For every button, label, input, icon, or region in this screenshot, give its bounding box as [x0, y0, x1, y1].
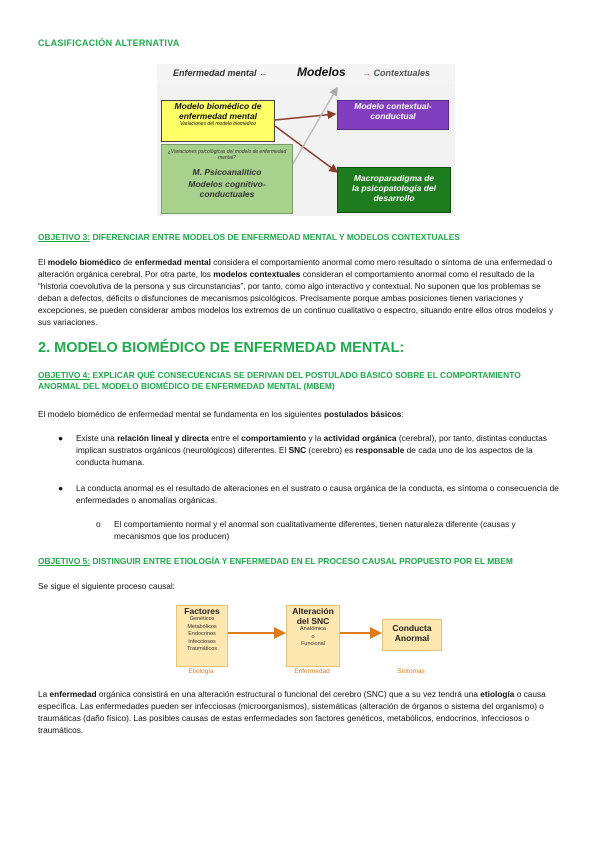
paragraph-enfermedad: La enfermedad orgánica consistirá en una alteración estructural o funcional del cerebro (SNC) que a su vez tendrá una etiología o causa específica. Las enfermedades pueden ser infecciosas (microorganismos), sistemáticas (alteración de órganos o sistema del organismo) o traumáticas (daño físico). Las posibles causas de estas enfermedades son factores genéticos, metabólicos, endocrinos, infecciosos o traumáticos. [38, 689, 546, 735]
section-2-title: 2. MODELO BIOMÉDICO DE ENFERMEDAD MENTAL: [38, 340, 405, 356]
postulates-list [54, 432, 564, 468]
objetivo-4-heading: OBJETIVO 4: EXPLICAR QUÉ CONSECUENCIAS SE DERIVAN DEL POSTULADO BÁSICO SOBRE EL COMPORTAMIENTO ANORMAL DEL MODELO BIOMÉDICO DE ENFERMEDAD MENTAL (MBEM) [38, 370, 521, 391]
list-item: o El comportamiento normal y el anormal son cualitativamente diferentes, tienen naturaleza diferente (causas y mecanismos que los producen) [96, 519, 516, 541]
contextual-model-box: Modelo contextual- conductual [337, 100, 449, 130]
enfermedad-label: Enfermedad [294, 668, 330, 675]
list-item: ● La conducta anormal es el resultado de alteraciones en el sustrato o causa orgánica de la conducta, es síntoma o consecuencia de enfermedades o anomalías orgánicas. [58, 483, 559, 505]
postulates-list-2 [54, 482, 564, 506]
conducta-box: Conducta Anormal [382, 619, 442, 651]
objetivo-5-heading: OBJETIVO 5: DISTINGUIR ENTRE ETIOLOGÍA Y ENFERMEDAD EN EL PROCESO CAUSAL PROPUESTO POR EL MBEM [38, 556, 513, 566]
modelos-label: Modelos [297, 65, 346, 79]
factores-box: Factores Genéticos Metabólicos Endocrinos Infecciosos Traumáticos [176, 605, 228, 667]
list-item: ● Existe una relación lineal y directa entre el comportamiento y la actividad orgánica (cerebral), por tanto, distintas conductas implican sustratos orgánicos (neurológicos) diferentes. El SNC (cerebro) es responsable de cada uno de los aspectos de la conducta humana. [58, 433, 547, 467]
biomedical-model-box: Modelo biomédico de enfermedad mental Variaciones del modelo biomédico [161, 100, 275, 142]
alteracion-box: Alteración del SNC Anatómica o Funcional [286, 605, 340, 667]
etiologia-label: Etiología [188, 668, 214, 675]
causal-process-diagram [174, 601, 444, 679]
arrow-bio-to-context [275, 114, 335, 120]
paragraph-models: El modelo biomédico de enfermedad mental considera el comportamiento anormal como mero resultado o síntoma de una enfermedad o alteración orgánica cerebral. Por otra parte, los modelos contextuales consideran el comportamiento anormal como el resultado de la “historia coevolutiva de la persona y sus circunstancias”, por tanto, como algo interactivo y contextual. No suponen que los problemas se deban a defectos, déficits o disfunciones de mecanismos psicológicos. Precisamente porque ambas posiciones tienen variaciones y excepciones, se pueden considerar ambos modelos los extremos de un continuo cualitativo o espectro, situando entre ellos otros modelos y sus variaciones. [38, 257, 554, 327]
sintomas-label: Síntomas [397, 668, 425, 675]
paragraph-postulados: El modelo biomédico de enfermedad mental se fundamenta en los siguientes postulados básicos: [38, 409, 404, 419]
enfermedad-mental-label: Enfermedad mental ← [173, 68, 269, 78]
sub-list [92, 518, 552, 542]
section-header: CLASIFICACIÓN ALTERNATIVA [38, 38, 180, 48]
macroparadigm-box: Macroparadigma de la psicopatología del desarrollo [337, 167, 451, 213]
contextuales-label: → Contextuales [362, 68, 431, 78]
psychological-variations-box: ¿Variaciones psicológicas del modelo de enfermedad mental? M. Psicoanalítico Modelos cognitivo- conductuales [161, 144, 293, 214]
models-diagram [157, 64, 455, 216]
objetivo-3-heading: OBJETIVO 3: DIFERENCIAR ENTRE MODELOS DE ENFERMEDAD MENTAL Y MODELOS CONTEXTUALES [38, 232, 460, 242]
paragraph-causal: Se sigue el siguiente proceso causal: [38, 581, 175, 591]
